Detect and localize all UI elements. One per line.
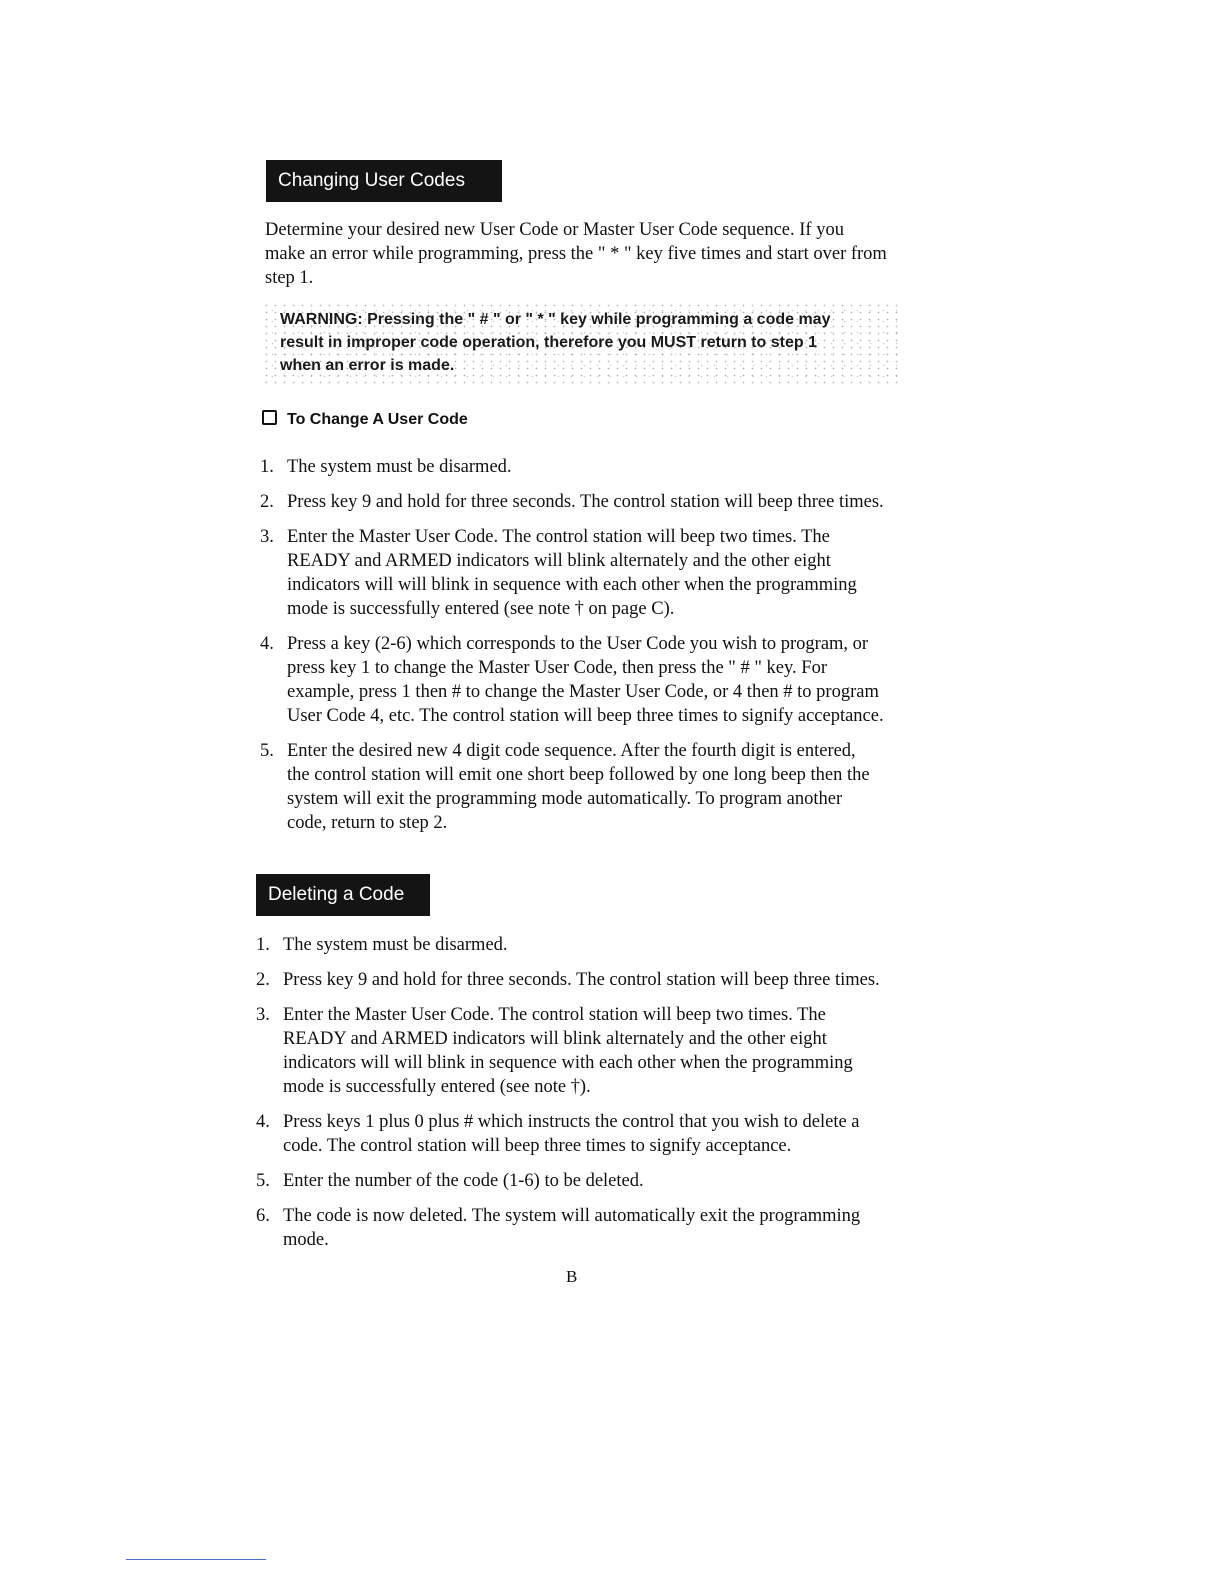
change-code-steps-list (260, 455, 905, 846)
intro-line: step 1. (265, 268, 314, 288)
step-text: example, press 1 then # to change the Master User Code, or 4 then # to program (287, 682, 879, 702)
list-item (260, 632, 905, 728)
step-number: 2. (256, 970, 270, 990)
step-number: 3. (256, 1005, 270, 1025)
footnote-divider (126, 1559, 266, 1560)
step-text: Enter the Master User Code. The control station will beep two times. The (287, 527, 830, 547)
step-number: 5. (256, 1171, 270, 1191)
page-number: B (566, 1267, 578, 1286)
warning-line: result in improper code operation, therefore you MUST return to step 1 (280, 334, 817, 351)
warning-line: WARNING: Pressing the " # " or " * " key while programming a code may (280, 311, 831, 328)
step-text: system will exit the programming mode automatically. To program another (287, 789, 843, 809)
list-item (256, 1204, 901, 1252)
step-number: 5. (260, 741, 274, 761)
step-text: mode. (283, 1230, 329, 1250)
intro-paragraph (265, 218, 905, 290)
step-text: indicators will will blink in sequence with each other when the programming (283, 1053, 853, 1073)
checkbox-icon (262, 410, 277, 425)
step-number: 3. (260, 527, 274, 547)
step-text: READY and ARMED indicators will blink alternately and the other eight (287, 551, 831, 571)
delete-code-steps-list (256, 933, 901, 1263)
warning-box (262, 302, 902, 385)
step-text: READY and ARMED indicators will blink alternately and the other eight (283, 1029, 827, 1049)
step-number: 4. (260, 634, 274, 654)
step-text: Enter the Master User Code. The control station will beep two times. The (283, 1005, 826, 1025)
list-item (256, 1110, 901, 1158)
step-number: 1. (256, 935, 270, 955)
step-text: Enter the number of the code (1-6) to be deleted. (283, 1171, 644, 1191)
warning-line: when an error is made. (280, 357, 455, 374)
list-item (260, 739, 905, 835)
intro-line: make an error while programming, press the " * " key five times and start over from (265, 244, 887, 264)
step-number: 4. (256, 1112, 270, 1132)
step-text: The system must be disarmed. (283, 935, 508, 955)
section-header-deleting-a-code: Deleting a Code (256, 874, 430, 916)
list-item (256, 1003, 901, 1099)
step-number: 6. (256, 1206, 270, 1226)
step-text: The code is now deleted. The system will automatically exit the programming (283, 1206, 861, 1226)
step-text: press key 1 to change the Master User Code, then press the " # " key. For (287, 658, 827, 678)
list-item (260, 490, 905, 514)
list-item (256, 968, 901, 992)
step-number: 2. (260, 492, 274, 512)
step-text: Press keys 1 plus 0 plus # which instructs the control that you wish to delete a (283, 1112, 860, 1132)
step-text: User Code 4, etc. The control station will beep three times to signify acceptance. (287, 706, 884, 726)
step-text: mode is successfully entered (see note † on page C). (287, 599, 675, 619)
step-text: the control station will emit one short beep followed by one long beep then the (287, 765, 870, 785)
step-text: Press key 9 and hold for three seconds. The control station will beep three times. (283, 970, 880, 990)
step-text: The system must be disarmed. (287, 457, 512, 477)
step-text: indicators will will blink in sequence with each other when the programming (287, 575, 857, 595)
step-text: Enter the desired new 4 digit code sequence. After the fourth digit is entered, (287, 741, 856, 761)
list-item (256, 1169, 901, 1193)
step-text: code, return to step 2. (287, 813, 448, 833)
subheading-change-user-code (262, 410, 468, 430)
list-item (260, 455, 905, 479)
list-item (256, 933, 901, 957)
step-text: Press key 9 and hold for three seconds. The control station will beep three times. (287, 492, 884, 512)
intro-line: Determine your desired new User Code or Master User Code sequence. If you (265, 220, 844, 240)
step-text: mode is successfully entered (see note †). (283, 1077, 591, 1097)
step-text: Press a key (2-6) which corresponds to the User Code you wish to program, or (287, 634, 869, 654)
step-text: code. The control station will beep three times to signify acceptance. (283, 1136, 792, 1156)
subheading-text: To Change A User Code (287, 411, 468, 428)
section-header-changing-user-codes: Changing User Codes (266, 160, 502, 202)
step-number: 1. (260, 457, 274, 477)
list-item (260, 525, 905, 621)
